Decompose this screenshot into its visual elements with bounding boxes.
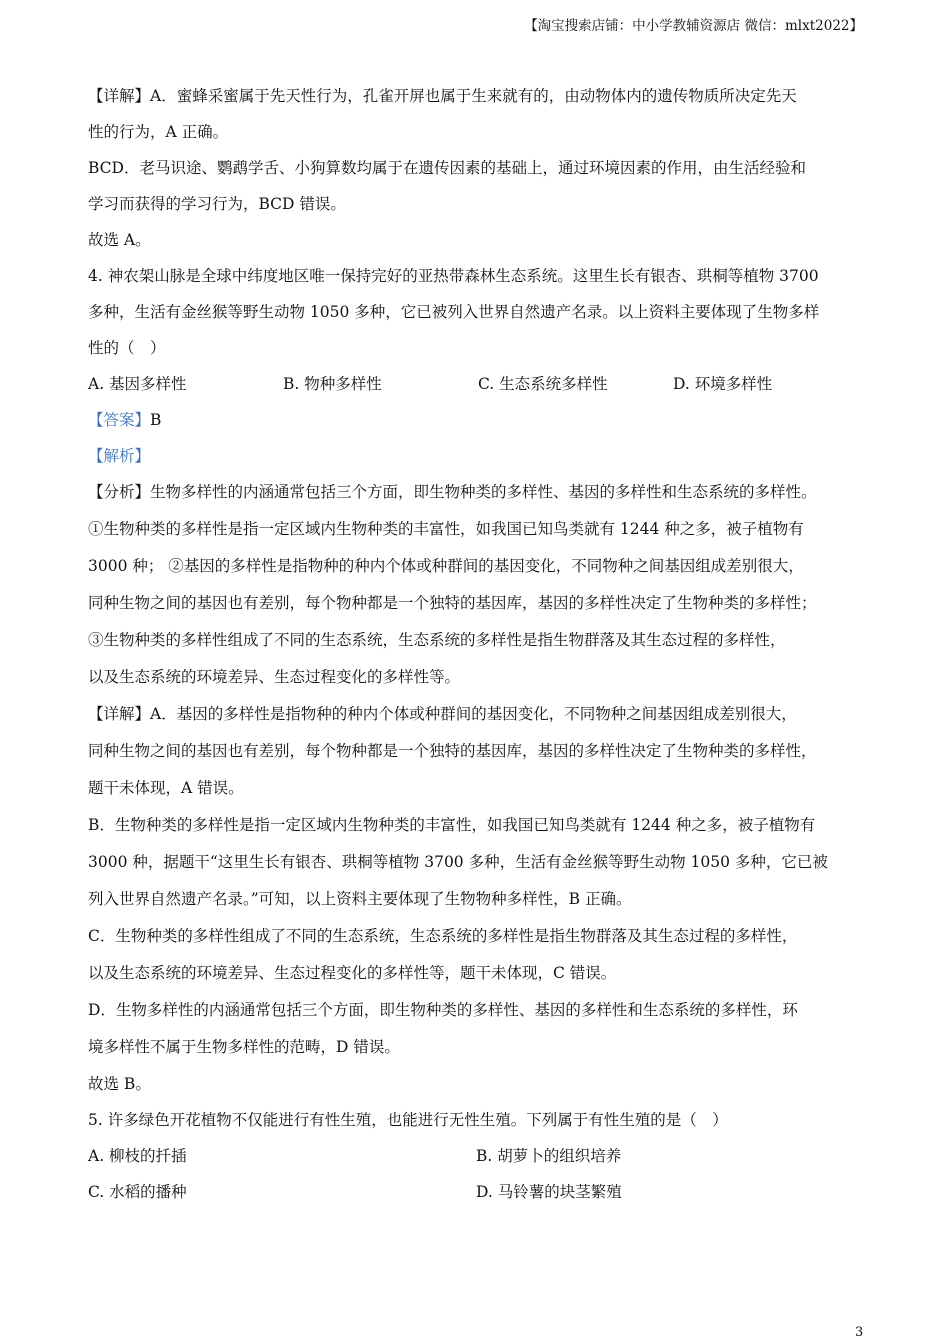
q3-detail-line: 性的行为，A 正确。 (88, 123, 229, 141)
q4-analysis-line: 3000 种； ②基因的多样性是指物种的种内个体或种群间的基因变化，不同物种之间基因组成差别很大， (88, 557, 804, 575)
q3-conclusion: 故选 A。 (88, 231, 151, 249)
q4-analysis-line: ③生物种类的多样性组成了不同的生态系统，生态系统的多样性是指生物群落及其生态过程的多样性， (88, 631, 786, 649)
q4-option-a: A. 基因多样性 (88, 375, 187, 393)
q4-detail-line: 3000 种，据题干“这里生长有银杏、珙桐等植物 3700 多种，生活有金丝猴等野生动物 1050 多种，它已被 (88, 853, 828, 871)
q4-analysis-line: 【分析】生物多样性的内涵通常包括三个方面，即生物种类的多样性、基因的多样性和生态系统的多样性。 (88, 483, 817, 501)
q4-detail-line: B．生物种类的多样性是指一定区域内生物种类的丰富性，如我国已知鸟类就有 1244 种之多，被子植物有 (88, 816, 816, 834)
q4-detail-line: C．生物种类的多样性组成了不同的生态系统，生态系统的多样性是指生物群落及其生态过程的多样性， (88, 927, 798, 945)
q4-options (88, 366, 873, 402)
q4-detail-line: 列入世界自然遗产名录。”可知，以上资料主要体现了生物物种多样性，B 正确。 (88, 890, 632, 908)
q4-analysis-line: 同种生物之间的基因也有差别，每个物种都是一个独特的基因库，基因的多样性决定了生物种类的多样性； (88, 594, 817, 612)
q5-option-a: A. 柳枝的扦插 (88, 1147, 187, 1165)
q4-stem-line: 多种，生活有金丝猴等野生动物 1050 多种，它已被列入世界自然遗产名录。以上资料主要体现了生物多样 (88, 303, 820, 321)
q4-stem-line: 4. 神农架山脉是全球中纬度地区唯一保持完好的亚热带森林生态系统。这里生长有银杏、珙桐等植物 3700 (88, 267, 819, 285)
q4-detail-line: 境多样性不属于生物多样性的范畴，D 错误。 (88, 1038, 400, 1056)
q5-options-row-2 (88, 1174, 873, 1210)
q4-detail-line: 以及生态系统的环境差异、生态过程变化的多样性等，题干未体现，C 错误。 (88, 964, 617, 982)
q5-option-c: C. 水稻的播种 (88, 1183, 187, 1201)
q5-option-d: D. 马铃薯的块茎繁殖 (476, 1183, 622, 1201)
q4-option-c: C. 生态系统多样性 (478, 375, 608, 393)
q5-option-b: B. 胡萝卜的组织培养 (476, 1147, 622, 1165)
q4-detail-line: 同种生物之间的基因也有差别，每个物种都是一个独特的基因库，基因的多样性决定了生物种类的多样性， (88, 742, 817, 760)
q4-option-b: B. 物种多样性 (283, 375, 382, 393)
q4-conclusion: 故选 B。 (88, 1075, 151, 1093)
q3-detail-line: 【详解】A．蜜蜂采蜜属于先天性行为，孔雀开屏也属于生来就有的，由动物体内的遗传物质所决定先天 (88, 87, 797, 105)
question-4 (88, 258, 873, 1102)
q4-answer (88, 402, 873, 438)
q5-options-row-1 (88, 1138, 873, 1174)
question-5 (88, 1102, 873, 1210)
page-number: 3 (855, 1325, 864, 1340)
q4-stem-line: 性的（ ） (88, 339, 166, 357)
q4-option-d: D. 环境多样性 (673, 375, 773, 393)
analysis-label: 【解析】 (88, 447, 151, 465)
answer-label: 【答案】 (88, 411, 151, 429)
q4-analysis-line: 以及生态系统的环境差异、生态过程变化的多样性等。 (88, 668, 461, 686)
q5-stem: 5. 许多绿色开花植物不仅能进行有性生殖，也能进行无性生殖。下列属于有性生殖的是（ ） (88, 1111, 728, 1129)
q4-detail-line: 【详解】A．基因的多样性是指物种的种内个体或种群间的基因变化，不同物种之间基因组成差别很大， (88, 705, 797, 723)
document-body (88, 78, 873, 1210)
q4-detail-line: 题干未体现，A 错误。 (88, 779, 244, 797)
page-header: 【淘宝搜索店铺：中小学教辅资源店 微信：mlxt2022】 (524, 18, 863, 34)
q4-detail-line: D．生物多样性的内涵通常包括三个方面，即生物种类的多样性、基因的多样性和生态系统的多样性，环 (88, 1001, 798, 1019)
q4-analysis-line: ①生物种类的多样性是指一定区域内生物种类的丰富性，如我国已知鸟类就有 1244 种之多，被子植物有 (88, 520, 804, 538)
q3-detail-line: BCD．老马识途、鹦鹉学舌、小狗算数均属于在遗传因素的基础上，通过环境因素的作用，由生活经验和 (88, 159, 806, 177)
q3-detail-line: 学习而获得的学习行为，BCD 错误。 (88, 195, 346, 213)
q3-detail (88, 78, 873, 258)
answer-value: B (150, 411, 162, 429)
